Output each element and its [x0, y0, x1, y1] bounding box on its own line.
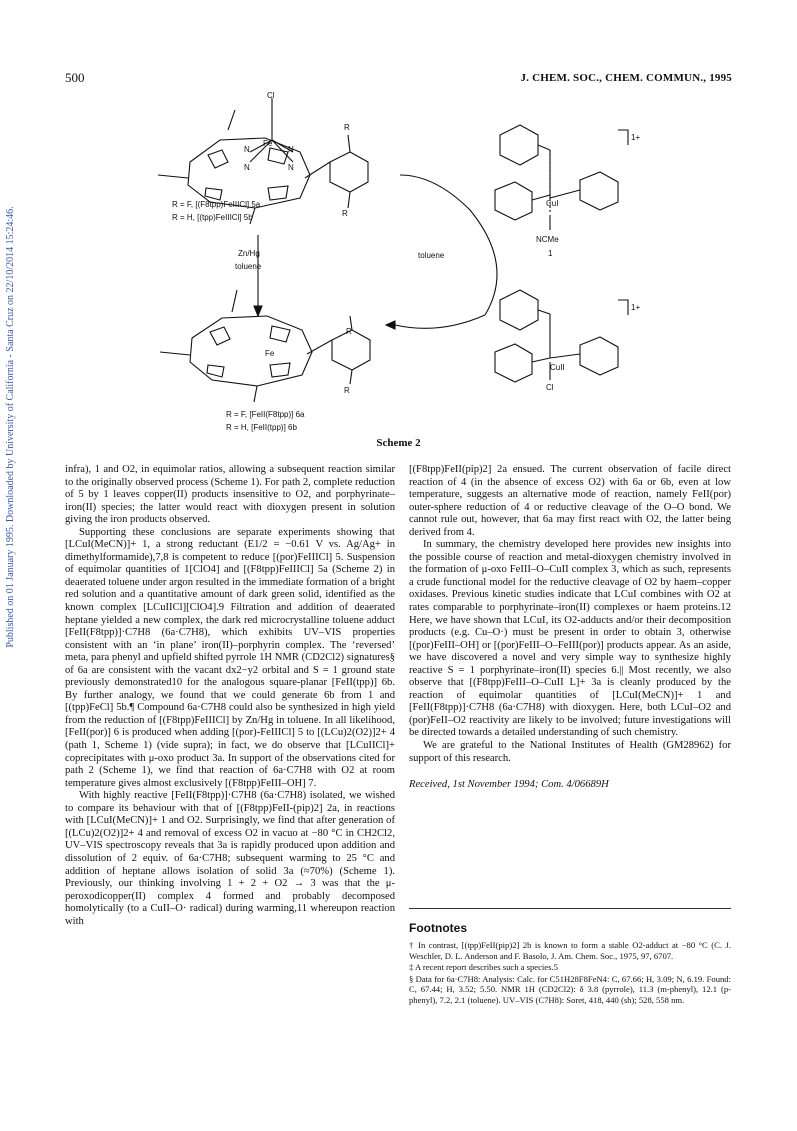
label-cl-bottom: Cl: [546, 383, 554, 392]
label-n-4: N: [288, 163, 294, 172]
left-paragraph-2: Supporting these conclusions are separate experiments showing that [LCuI(MeCN)]+ 1, a strong reductant (E1/2 = −0.61 V vs. Ag/Ag+ in dimethylformamide),7,8 is competent to reduce [(por)FeIIICl] 5. Suspension of equimolar quantities of 1[ClO4] and [(F8tpp)FeIIICl] 5a (Scheme 2) in deaerated toluene under argon resulted in the immediate formation of a bright red solution and a quantitative amount of dark green solid, identified as the known complex [LCuIICl][ClO4].9 Filtration and addition of deaerated heptane yielded a new complex, the dark red microcrystalline toluene adduct [FeII(F8tpp)]·C7H8 (6a·C7H8), which exhibits UV–VIS properties consistent with an ‘in plane’ iron(II)–porphyrin complex. The ‘reversed’ meta, para phenyl and upfield shifted pyrrole 1H NMR (CD2Cl2) signatures§ of 6a are consistent with the vacant dx2−y2 orbital and S = 1 ground state previously demonstrated10 for the analogous square-planar [FeII(tpp)] 6b. By further analogy, we found that we could generate 6b from 1 and [(tpp)FeCl] 5b.¶ Compound 6a·C7H8 could also be synthesized in high yield from the reduction of [(F8tpp)FeIIICl] by Zn/Hg in toluene. In all likelihood, [FeII(por)] 6 is produced when adding [(por)-FeIIICl] 5 to [(LCu)2(O2)]2+ 4 (path 1, Scheme 1) (vide supra); in fact, we do observe that [LCuIICl]+ coprecipitates with μ-oxo product 3a. In support of the observations cited for path 2 (Scheme 1), we find that reaction of 6a·C7H8 with O2 at room temperature gives almost exclusively [(F8tpp)FeIII–OH] 7.: [65, 526, 395, 789]
page-number: 500: [65, 70, 85, 85]
label-r-3: R: [346, 327, 352, 336]
scheme-diagram: [150, 90, 670, 435]
footnotes: [409, 940, 731, 1007]
footnotes-title: Footnotes: [409, 921, 467, 935]
download-watermark: Published on 01 January 1995. Downloaded by University of California - Santa Cruz on 22/10/2014 15:24:46.: [5, 206, 16, 648]
compound-5b: R = H, [(tpp)FeIIICl] 5b: [172, 213, 253, 222]
charge-bottom: 1+: [631, 303, 641, 312]
label-cl-top: Cl: [267, 91, 275, 100]
received-line: Received, 1st November 1994; Com. 4/06689H: [409, 779, 609, 791]
label-ncme: NCMe: [536, 235, 559, 244]
porphyrin-bottom-outline: [190, 316, 312, 386]
acknowledgement: We are grateful to the National Institutes of Health (GM28962) for support of this research.: [409, 740, 731, 764]
reagent-zn-hg: Zn/Hg: [238, 249, 260, 258]
reagent-toluene-center: toluene: [418, 251, 445, 260]
label-r-4: R: [344, 386, 350, 395]
compound-1-label: 1: [548, 249, 553, 258]
left-paragraph-3: With highly reactive [FeII(F8tpp)]·C7H8 (6a·C7H8) isolated, we wished to compare its behaviour with that of [(F8tpp)FeII-(pip)2] 2a, in reactions with [LCuI(MeCN)]+ 1 and O2. Surprisingly, we find that after generation of [(LCu)2(O2)]2+ 4 and removal of excess O2 in vacuo at −80 °C in CH2Cl2, UV–VIS spectroscopy reveals that 3a is rapidly produced upon addition and dissolution of 2 equiv. of 6a·C7H8; subsequent warming to 25 °C and addition of heptane allows isolation of solid 3a (≈70%) (Scheme 1). Previously, our thinking involving 1 + 2 + O2 → 3 was that the μ-peroxodicopper(II) complex 4 formed and probably decomposed homolytically (to a CuII–O· radical) during warming,11 whereupon reaction with: [65, 790, 395, 927]
label-cu-top: CuI: [546, 199, 559, 208]
label-r-1: R: [344, 123, 350, 132]
label-n-1: N: [244, 145, 250, 154]
journal-header: J. CHEM. SOC., CHEM. COMMUN., 1995: [520, 72, 732, 84]
label-r-2: R: [342, 209, 348, 218]
compound-6a: R = F, [FeII(F8tpp)] 6a: [226, 410, 305, 419]
compound-6b: R = H, [FeII(tpp)] 6b: [226, 423, 297, 432]
left-column: [65, 464, 395, 928]
footnote-1: † In contrast, [(tpp)FeII(pip)2] 2b is known to form a stable O2-adduct at −80 °C (C. J. Weschler, D. L. Anderson and F. Basolo, J. Am. Chem. Soc., 1975, 97, 6707.: [409, 940, 731, 961]
right-column: [409, 464, 731, 792]
scheme-caption: Scheme 2: [376, 437, 421, 449]
label-n-3: N: [244, 163, 250, 172]
footnote-2: ‡ A recent report describes such a species.5: [409, 962, 558, 973]
right-paragraph-2: In summary, the chemistry developed here provides new insights into the possible course of reaction and metal-dioxygen chemistry involved in the formation of μ-oxo FeIII–O–CuII complex 3, which as such, represents a crude functional model for the reductive cleavage of O2 by haem–copper oxidases. Previous kinetic studies indicate that LCuI combines with O2 at rates comparable to porphyrinate–iron(II) complexes or haem proteins.12 Here, we have shown that LCuI, its O2-adducts and/or their decomposition products (e.g. Cu–O·) must be present in order to obtain 3, otherwise [(por)FeIII–OH] or [(por)FeIII–O–FeIII(por)] products appear. As an aside, we have discovered a novel and very simple way to synthesize highly reactive S = 1 porphyrinate–iron(II) species 6.|| Most recently, we also observe that [(F8tpp)FeIII–O–CuII L]+ 3a is cleanly produced by the reaction of equimolar quantities of [LCuI(MeCN)]+ 1 and [FeII(F8tpp)]·C7H8 (6a·C7H8) with dioxygen. Here, both LCuI–O2 and (por)FeII–O2 reactivity are likely to be involved; future investigations will be directed towards a detailed understanding of such chemistry.: [409, 539, 731, 739]
charge-top: 1+: [631, 133, 641, 142]
footnote-rule: [409, 908, 731, 909]
label-cu-bottom: CuII: [550, 363, 565, 372]
footnote-3: § Data for 6a·C7H8: Analysis: Calc. for C51H28F8FeN4: C, 67.66; H, 3.09; N, 6.19. Found: C, 67.44; H, 3.52; 5.50. NMR 1H (CD2Cl2): δ 3.8 (pyrrole), 11.3 (m-phenyl), 12.1 (p-phenyl), 7.2, 2.1 (toluene). UV–VIS (C7H8): Soret, 418, 440 (sh); 528, 558 nm.: [409, 973, 731, 1005]
label-n-2: N: [288, 145, 294, 154]
right-paragraph-1: [(F8tpp)FeII(pip)2] 2a ensued. The current observation of facile direct reaction of 4 (in the absence of excess O2) with 6a or 6b, even at low temperature, suggests an alternative mode of reaction, namely FeII(por) outer-sphere reduction of 4 or reductive cleavage of the O–O bond. We cannot rule out, however, that 6a may first react with O2, the latter being derived from 4.: [409, 464, 731, 538]
left-paragraph-1: infra), 1 and O2, in equimolar ratios, allowing a subsequent reaction similar to the originally observed process (Scheme 1). For path 2, complete reduction of 5 by 1 leaves copper(II) products insensitive to O2, and porphyrinate–iron(II) species; the latter would react with dioxygen present in solution giving the iron products observed.: [65, 464, 395, 526]
label-fe-bottom: Fe: [265, 349, 275, 358]
reagent-toluene-left: toluene: [235, 262, 262, 271]
compound-5a: R = F, [(F8tpp)FeIIICl] 5a: [172, 200, 261, 209]
label-fe-top: Fe: [263, 139, 273, 148]
